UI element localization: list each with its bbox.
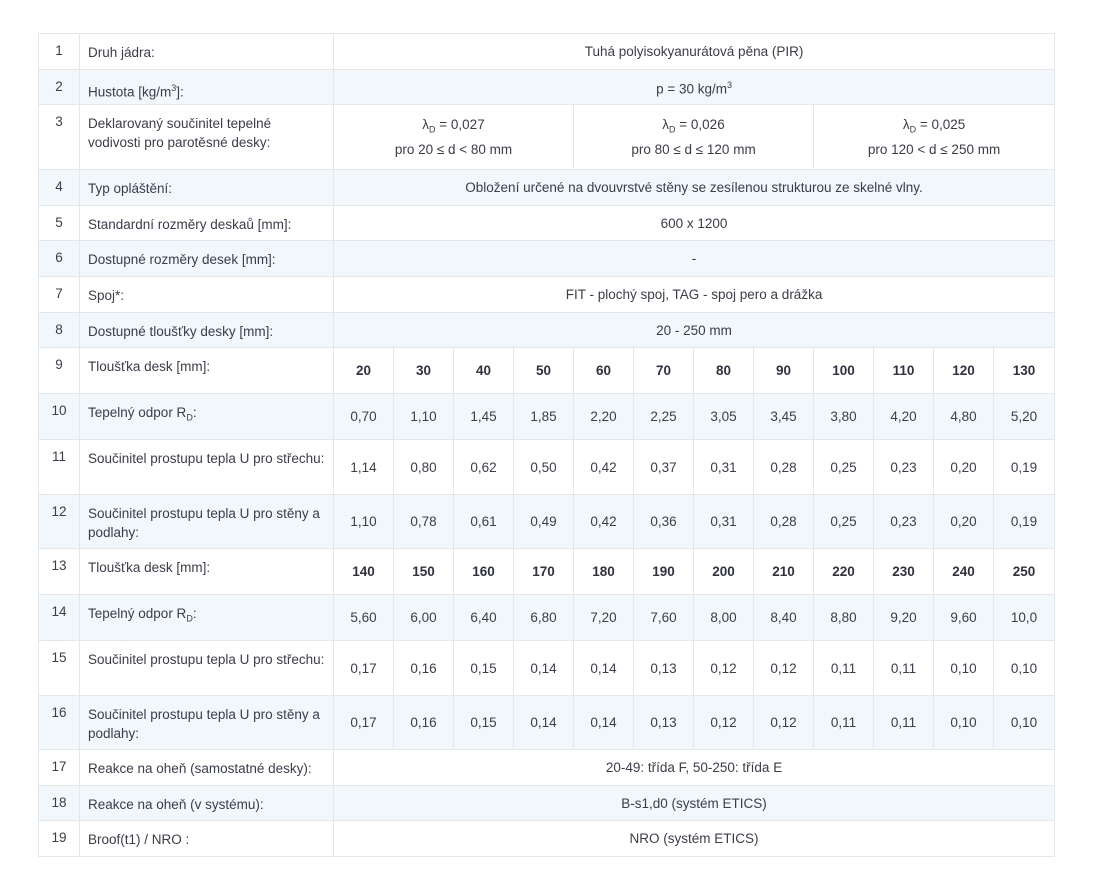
- row-value: 20-49: třída F, 50-250: třída E: [334, 750, 1055, 786]
- row-label: Součinitel prostupu tepla U pro stěny a podlahy:: [80, 696, 334, 750]
- row-label: Standardní rozměry deskaů [mm]:: [80, 206, 334, 241]
- u-roof-cell: 0,42: [574, 440, 634, 495]
- u-wall-cell: 0,12: [694, 696, 754, 750]
- u-wall-cell: 0,12: [754, 696, 814, 750]
- u-roof-cell: 0,28: [754, 440, 814, 495]
- thickness-cell: 170: [514, 549, 574, 595]
- resistance-cell: 7,60: [634, 595, 694, 641]
- u-roof-cell: 0,10: [934, 641, 994, 696]
- thickness-cell: 140: [334, 549, 394, 595]
- table-row: [39, 313, 1055, 348]
- resistance-cell: 9,20: [874, 595, 934, 641]
- u-roof-cell: 0,19: [994, 440, 1055, 495]
- thickness-cell: 120: [934, 348, 994, 394]
- table-row: [39, 595, 1055, 641]
- u-roof-cell: 0,16: [394, 641, 454, 696]
- resistance-cell: 1,45: [454, 394, 514, 440]
- resistance-cell: 6,00: [394, 595, 454, 641]
- thickness-cell: 40: [454, 348, 514, 394]
- row-label: Typ opláštění:: [80, 170, 334, 206]
- thickness-cell: 50: [514, 348, 574, 394]
- row-label: Druh jádra:: [80, 34, 334, 70]
- u-roof-cell: 1,14: [334, 440, 394, 495]
- row-label: Reakce na oheň (samostatné desky):: [80, 750, 334, 786]
- row-value: Obložení určené na dvouvrstvé stěny se zesílenou strukturou ze skelné vlny.: [334, 170, 1055, 206]
- row-label: Součinitel prostupu tepla U pro střechu:: [80, 440, 334, 495]
- resistance-cell: 9,60: [934, 595, 994, 641]
- table-row: [39, 206, 1055, 241]
- resistance-cell: 1,10: [394, 394, 454, 440]
- row-label: Dostupné rozměry desek [mm]:: [80, 241, 334, 277]
- row-label: Součinitel prostupu tepla U pro střechu:: [80, 641, 334, 696]
- resistance-cell: 6,40: [454, 595, 514, 641]
- row-number: 5: [39, 206, 80, 241]
- lambda-cell: $\lambda_D = 0,025$ pro 120 < d ≤ 250 mm: [814, 105, 1055, 170]
- thickness-cell: 160: [454, 549, 514, 595]
- row-number: 17: [39, 750, 80, 786]
- row-value: p = 30 $kg/m^3$: [334, 70, 1055, 105]
- row-number: 2: [39, 70, 80, 105]
- u-roof-cell: 0,14: [514, 641, 574, 696]
- row-number: 13: [39, 549, 80, 595]
- resistance-cell: 4,80: [934, 394, 994, 440]
- u-wall-cell: 0,25: [814, 495, 874, 549]
- u-roof-cell: 0,50: [514, 440, 574, 495]
- table-row: [39, 440, 1055, 495]
- thickness-cell: 200: [694, 549, 754, 595]
- thickness-cell: 30: [394, 348, 454, 394]
- u-roof-cell: 0,20: [934, 440, 994, 495]
- u-roof-cell: 0,62: [454, 440, 514, 495]
- row-value: 20 - 250 mm: [334, 313, 1055, 348]
- u-wall-cell: 0,11: [874, 696, 934, 750]
- thickness-cell: 80: [694, 348, 754, 394]
- row-label: Deklarovaný součinitel tepelné vodivosti pro parotěsné desky:: [80, 105, 334, 170]
- thickness-cell: 210: [754, 549, 814, 595]
- resistance-cell: 2,20: [574, 394, 634, 440]
- u-wall-cell: 0,19: [994, 495, 1055, 549]
- table-row: [39, 348, 1055, 394]
- row-label: Broof(t1) / NRO :: [80, 821, 334, 857]
- row-number: 14: [39, 595, 80, 641]
- thickness-cell: 230: [874, 549, 934, 595]
- row-number: 16: [39, 696, 80, 750]
- row-label: Spoj*:: [80, 277, 334, 313]
- u-roof-cell: 0,14: [574, 641, 634, 696]
- table-row: [39, 495, 1055, 549]
- spec-table: [38, 33, 1055, 857]
- row-label: Hustota $[kg/m^3]$:: [80, 70, 334, 105]
- row-label: Tepelný odpor $R_D$:: [80, 394, 334, 440]
- u-wall-cell: 0,14: [514, 696, 574, 750]
- u-roof-cell: 0,11: [814, 641, 874, 696]
- row-number: 7: [39, 277, 80, 313]
- spec-table-wrap: [38, 33, 1054, 857]
- table-row: [39, 105, 1055, 170]
- row-label: Tloušťka desk [mm]:: [80, 348, 334, 394]
- row-number: 9: [39, 348, 80, 394]
- u-roof-cell: 0,12: [754, 641, 814, 696]
- table-row: [39, 641, 1055, 696]
- u-roof-cell: 0,11: [874, 641, 934, 696]
- u-wall-cell: 0,20: [934, 495, 994, 549]
- resistance-cell: 1,85: [514, 394, 574, 440]
- u-roof-cell: 0,13: [634, 641, 694, 696]
- u-wall-cell: 0,17: [334, 696, 394, 750]
- resistance-cell: 8,40: [754, 595, 814, 641]
- table-row: [39, 241, 1055, 277]
- resistance-cell: 2,25: [634, 394, 694, 440]
- lambda-cell: $\lambda_D = 0,027$ pro 20 ≤ d < 80 mm: [334, 105, 574, 170]
- row-number: 11: [39, 440, 80, 495]
- u-wall-cell: 0,13: [634, 696, 694, 750]
- resistance-cell: 3,80: [814, 394, 874, 440]
- table-row: [39, 34, 1055, 70]
- thickness-cell: 220: [814, 549, 874, 595]
- table-row: [39, 170, 1055, 206]
- thickness-cell: 180: [574, 549, 634, 595]
- row-number: 19: [39, 821, 80, 857]
- resistance-cell: 7,20: [574, 595, 634, 641]
- resistance-cell: 5,20: [994, 394, 1055, 440]
- row-number: 4: [39, 170, 80, 206]
- resistance-cell: 0,70: [334, 394, 394, 440]
- lambda-cell: $\lambda_D = 0,026$ pro 80 ≤ d ≤ 120 mm: [574, 105, 814, 170]
- u-roof-cell: 0,17: [334, 641, 394, 696]
- thickness-cell: 60: [574, 348, 634, 394]
- resistance-cell: 3,45: [754, 394, 814, 440]
- thickness-cell: 90: [754, 348, 814, 394]
- u-roof-cell: 0,10: [994, 641, 1055, 696]
- table-row: [39, 821, 1055, 857]
- u-wall-cell: 0,14: [574, 696, 634, 750]
- u-roof-cell: 0,37: [634, 440, 694, 495]
- thickness-cell: 190: [634, 549, 694, 595]
- u-wall-cell: 0,61: [454, 495, 514, 549]
- resistance-cell: 5,60: [334, 595, 394, 641]
- row-label: Reakce na oheň (v systému):: [80, 786, 334, 821]
- table-row: [39, 786, 1055, 821]
- row-value: 600 x 1200: [334, 206, 1055, 241]
- row-label: Tepelný odpor $R_D$:: [80, 595, 334, 641]
- u-roof-cell: 0,23: [874, 440, 934, 495]
- u-wall-cell: 0,42: [574, 495, 634, 549]
- u-wall-cell: 0,16: [394, 696, 454, 750]
- thickness-cell: 20: [334, 348, 394, 394]
- u-wall-cell: 0,23: [874, 495, 934, 549]
- thickness-cell: 70: [634, 348, 694, 394]
- row-number: 3: [39, 105, 80, 170]
- resistance-cell: 8,00: [694, 595, 754, 641]
- resistance-cell: 8,80: [814, 595, 874, 641]
- row-number: 8: [39, 313, 80, 348]
- u-roof-cell: 0,25: [814, 440, 874, 495]
- thickness-cell: 240: [934, 549, 994, 595]
- thickness-cell: 150: [394, 549, 454, 595]
- u-wall-cell: 0,10: [934, 696, 994, 750]
- u-wall-cell: 0,28: [754, 495, 814, 549]
- row-number: 10: [39, 394, 80, 440]
- table-row: [39, 277, 1055, 313]
- row-value: FIT - plochý spoj, TAG - spoj pero a drážka: [334, 277, 1055, 313]
- u-roof-cell: 0,12: [694, 641, 754, 696]
- thickness-cell: 250: [994, 549, 1055, 595]
- u-roof-cell: 0,31: [694, 440, 754, 495]
- row-number: 18: [39, 786, 80, 821]
- row-value: NRO (systém ETICS): [334, 821, 1055, 857]
- row-label: Tloušťka desk [mm]:: [80, 549, 334, 595]
- thickness-cell: 130: [994, 348, 1055, 394]
- table-row: [39, 394, 1055, 440]
- u-roof-cell: 0,80: [394, 440, 454, 495]
- row-value: B-s1,d0 (systém ETICS): [334, 786, 1055, 821]
- table-row: [39, 70, 1055, 105]
- resistance-cell: 10,0: [994, 595, 1055, 641]
- thickness-cell: 110: [874, 348, 934, 394]
- row-number: 6: [39, 241, 80, 277]
- resistance-cell: 6,80: [514, 595, 574, 641]
- row-number: 12: [39, 495, 80, 549]
- thickness-cell: 100: [814, 348, 874, 394]
- u-wall-cell: 0,10: [994, 696, 1055, 750]
- row-label: Součinitel prostupu tepla U pro stěny a podlahy:: [80, 495, 334, 549]
- row-number: 1: [39, 34, 80, 70]
- u-wall-cell: 0,11: [814, 696, 874, 750]
- u-wall-cell: 1,10: [334, 495, 394, 549]
- resistance-cell: 4,20: [874, 394, 934, 440]
- table-row: [39, 696, 1055, 750]
- table-row: [39, 750, 1055, 786]
- u-roof-cell: 0,15: [454, 641, 514, 696]
- resistance-cell: 3,05: [694, 394, 754, 440]
- u-wall-cell: 0,36: [634, 495, 694, 549]
- u-wall-cell: 0,78: [394, 495, 454, 549]
- u-wall-cell: 0,31: [694, 495, 754, 549]
- row-value: Tuhá polyisokyanurátová pěna (PIR): [334, 34, 1055, 70]
- u-wall-cell: 0,15: [454, 696, 514, 750]
- table-row: [39, 549, 1055, 595]
- u-wall-cell: 0,49: [514, 495, 574, 549]
- row-number: 15: [39, 641, 80, 696]
- row-label: Dostupné tloušťky desky [mm]:: [80, 313, 334, 348]
- row-value: -: [334, 241, 1055, 277]
